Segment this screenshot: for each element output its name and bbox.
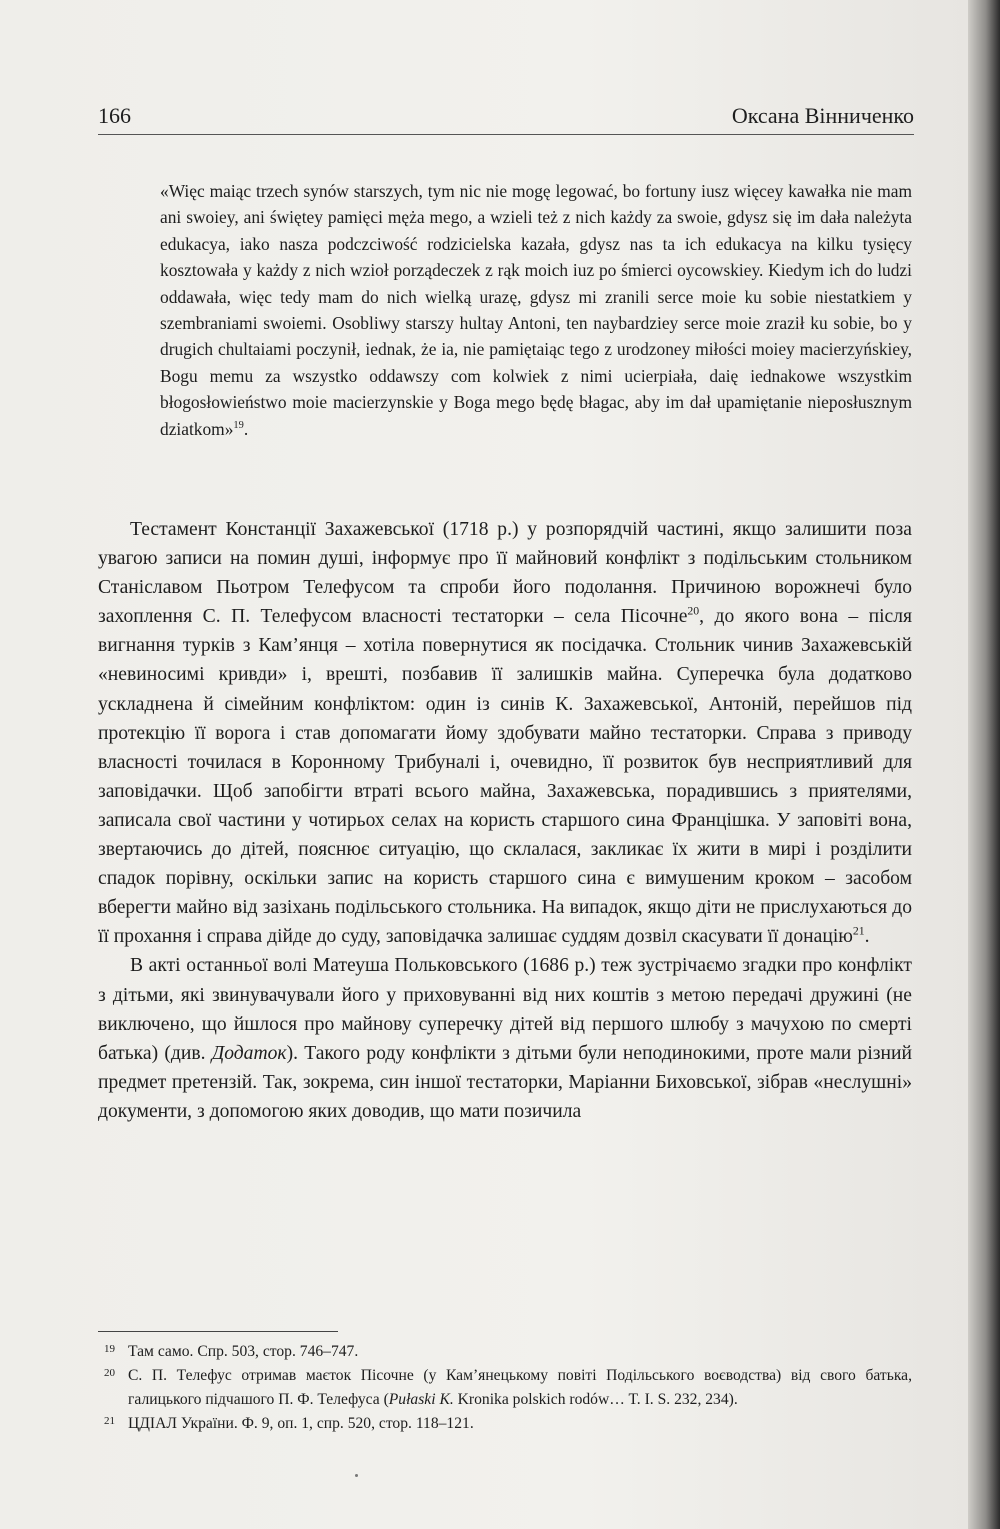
paragraph-1 bbox=[98, 515, 912, 951]
running-head-author: Оксана Вінниченко bbox=[731, 103, 914, 128]
footnote-number: 21 bbox=[104, 1415, 115, 1427]
paragraph-2-text-b: ). Такого роду конфлікти з дітьми були неподинокими, проте мали різний предмет претензій. Так, зокрема, син іншої тестаторки, Маріанни Биховської, зібрав «неслушні» документи, з допомогою яких доводив, що мати позичила bbox=[98, 1042, 912, 1122]
block-quote bbox=[160, 178, 912, 442]
paragraph-2-italic: Додаток bbox=[211, 1042, 287, 1064]
footnote-text: Там само. Спр. 503, стор. 746–747. bbox=[128, 1343, 359, 1360]
footnotes bbox=[98, 1340, 912, 1436]
quote-text: «Więc maiąc trzech synów starszych, tym nic nie mogę legować, bo fortuny iusz więcey kawałka nie mam ani swoiey, ani świętey pamięci męża mego, a wzieli też z nich każdy za swoie, gdysz się im dała należyta edukacya, iako nasza podczciwość rodzicielska kazała, gdysz nas ta ich edukacya na kilku tysięcy kosztowała y każdy z nich wzioł porządeczek z rąk moich iuz po śmierci oycowskiey. Kiedym ich do ludzi oddawała, więc tedy mam do nich wielką urazę, gdysz mi zranili serce moie ku sobie niestatkiem y szembraniami swoiemi. Osobliwy starszy hultay Antoni, ten naybardziey serce moie zraził ku sobie, bo y drugich chultaiami poczynił, iednak, że ia, nie pamiętaiąc tego z urodzoney miłości moiey macierzyńskiey, Bogu memu za wszystko oddawszy com kolwiek z nimi ucierpiała, daię iednakowe wszystkim błogosłowieństwo moie macierzynskie y Boga mego będę błagac, aby im dał upamiętanie nieposłusznym dziatkom» bbox=[160, 181, 912, 439]
footnote-text-a: С. П. Телефус отримав маєток Пісочне (у Кам’янецькому повіті Подільського воєводства) від свого батька, галицького підчашого П. Ф. Телефуса ( bbox=[128, 1367, 912, 1408]
quote-paragraph bbox=[160, 178, 912, 442]
footnote-text: ЦДІАЛ України. Ф. 9, оп. 1, спр. 520, стор. 118–121. bbox=[128, 1415, 474, 1432]
paragraph-1-text-a: Тестамент Констанції Захажевської (1718 р.) у розпорядчій частині, якщо залишити поза увагою записи на помин душі, інформує про її майновий конфлікт з подільським стольником Станіславом Пьотром Телефусом та спроби його подолання. Причиною ворожнечі було захоплення С. П. Телефусом власності тестаторки – села Пісочне bbox=[98, 519, 912, 628]
footnote-ref-20: 20 bbox=[687, 604, 700, 618]
footnote-number: 19 bbox=[104, 1343, 115, 1355]
footnote-text-b: Kronika polskich rodów… T. I. S. 232, 234). bbox=[453, 1391, 738, 1408]
footnote bbox=[98, 1412, 912, 1436]
running-header bbox=[98, 103, 914, 133]
footnote bbox=[98, 1364, 912, 1412]
page-number: 166 bbox=[98, 103, 131, 128]
footnote-number: 20 bbox=[104, 1367, 115, 1379]
paragraph-1-text-b: , до якого вона – після вигнання турків з Кам’янця – хотіла повернутися як посідачка. Стольник чинив Захажевській «невиносимі кривди» і, врешті, позбавив її залишків майна. Суперечка була додатково ускладнена й сімейним конфліктом: один із синів К. Захажевської, Антоній, перейшов під протекцію її ворога і став допомагати йому здобувати майно тестаторки. Справа з приводу власності точилася в Коронному Трибуналі і, очевидно, її розвиток був несприятливий для заповідачки. Щоб запобігти втраті всього майна, Захажевська, порадившись з приятелями, записала свої частини у чотирьох селах на користь старшого сина Францішка. У заповіті вона, звертаючись до дітей, пояснює ситуацію, що склалася, закликає їх жити в мирі і розділити спадок порівну, оскільки запис на користь старшого сина є вимушеним кроком – засобом вберегти майно від зазіхань подільського стольника. На випадок, якщо діти не прислухаються до її прохання і справа дійде до суду, заповідачка залишає суддям дозвіл скасувати її донацію bbox=[98, 606, 912, 948]
footnote-ref-21: 21 bbox=[852, 924, 865, 938]
print-speck bbox=[355, 1474, 358, 1477]
book-spine-shadow bbox=[968, 0, 1000, 1529]
footnote-rule bbox=[98, 1331, 338, 1332]
paragraph-2-text-a: В акті останньої волі Матеуша Польковського (1686 р.) теж зустрічаємо згадки про конфлікт з дітьми, які звинувачували його у приховуванні від них коштів з метою передачі дружині (не виключено, що йшлося про майнову суперечку дітей від першого шлюбу з мачухою по смерті батька) (див. bbox=[98, 955, 912, 1064]
main-text bbox=[98, 515, 912, 1126]
footnote-ref-19: 19 bbox=[233, 419, 244, 431]
paragraph-1-text-c: . bbox=[864, 926, 870, 948]
paragraph-2 bbox=[98, 951, 912, 1126]
footnote-italic: Pułaski K. bbox=[388, 1391, 454, 1408]
footnote bbox=[98, 1340, 912, 1364]
quote-tail: . bbox=[243, 418, 249, 439]
header-rule bbox=[98, 134, 914, 135]
